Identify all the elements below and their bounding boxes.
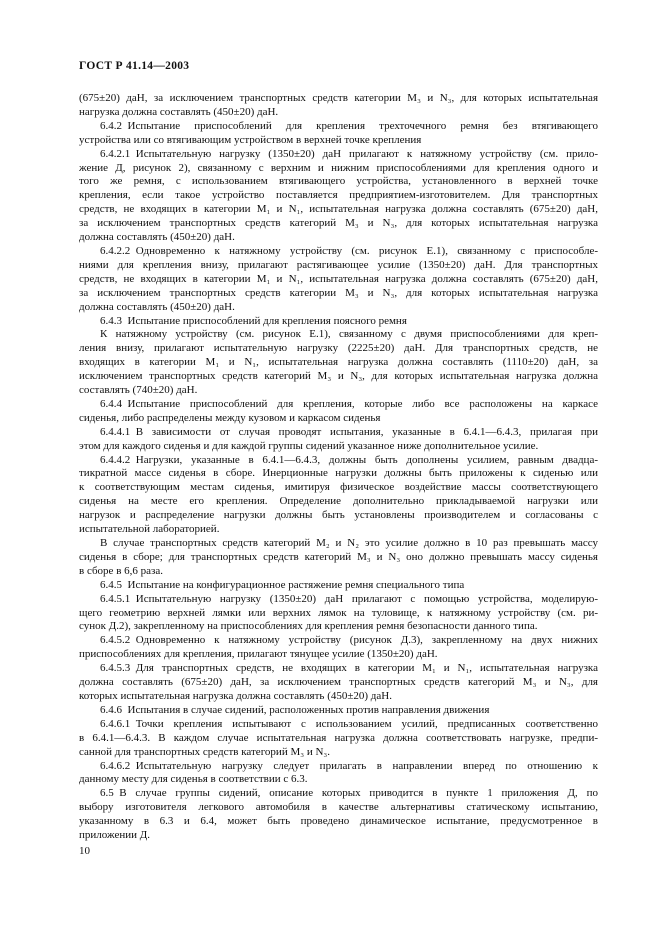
text-line: этом для каждого сиденья и для каждой группы сидений указанное ниже дополнительное усилие. [79, 439, 539, 452]
text-line: входящих в категории M₁ и N₁, испытательная нагрузка должна составлять (1110±20) даН, за [79, 356, 598, 369]
text-line: устройства или со втягивающим устройством в верхней точке крепления [79, 133, 422, 146]
text-line: в 6.4.1—6.4.3. В каждом случае испытательная нагрузка должна соответствовать нагрузке, предпи- [79, 731, 598, 744]
text-line: данному месту для сиденья в соответствии с 6.3. [79, 773, 308, 786]
text-line: должна составлять (450±20) даН. [79, 300, 235, 313]
text-line: 6.4.2.1 Испытательную нагрузку (1350±20) даН прилагают к натяжному устройству (см. прило- [100, 147, 598, 160]
text-line: щего геометрию верхней лямки или верхних лямок на туловище, к натяжному устройству (см. ри- [79, 606, 598, 619]
text-line: сиденья в сборе; для транспортных средств категорий M₃ и N₃ оно должно превышать массу сиденья [79, 550, 598, 563]
text-line: нагрузка должна составлять (450±20) даН. [79, 105, 279, 118]
text-line: сиденья на месте его крепления. Определение дополнительно прикладываемой нагрузки или [79, 495, 598, 508]
text-line: за исключением транспортных средств категорий M₃ и N₃, для которых испытательная нагрузка [79, 217, 598, 230]
text-line: тикратной массе сиденья в сборе. Инерционные нагрузки должны быть приложены к сиденью или [79, 467, 598, 480]
text-line: 6.4.5.3 Для транспортных средств, не входящих в категории M₁ и N₁, испытательная нагрузка [100, 662, 598, 675]
text-line: 6.4.5.1 Испытательную нагрузку (1350±20) даН прилагают с помощью устройства, моделирую- [100, 592, 598, 605]
document-body [79, 92, 598, 843]
text-line: 6.4.6.1 Точки крепления испытывают с использованием усилий, предписанных соответственно [100, 717, 598, 730]
text-line: ниями для крепления внизу, прилагают растягивающее усилие (1350±20) даН. Для транспортных [79, 258, 598, 271]
text-line: должна составлять (450±20) даН. [79, 231, 235, 244]
text-line: 6.4.4 Испытание приспособлений для крепления, которые либо все расположены на каркасе [100, 397, 598, 410]
text-line: испытательной лабораторией. [79, 523, 220, 536]
text-line: средств, не входящих в категории M₁ и N₁, испытательная нагрузка должна составлять (675±20) даН, [79, 272, 598, 285]
text-line: нагрузок и распределение нагрузки должны быть установлены производителем и согласованы с [79, 509, 598, 522]
text-line: средств, не входящих в категории M₁ и N₁, испытательная нагрузка должна составлять (675±20) даН, [79, 203, 598, 216]
text-line: (675±20) даН, за исключением транспортных средств категории M₃ и N₃, для которых испытательная [79, 92, 598, 104]
text-line: крепления, если такое устройство поставляется предприятием-изготовителем. Для транспортных [79, 189, 598, 202]
text-line: К натяжному устройству (см. рисунок Е.1), связанному с двумя приспособлениями для креп- [100, 328, 598, 341]
text-line: указанному в 6.3 и 6.4, может быть проведено динамическое испытание, предусмотренное в [79, 815, 598, 828]
document-header: ГОСТ Р 41.14—2003 [79, 60, 190, 72]
text-line: В случае транспортных средств категорий M₂ и N₂ это усилие должно в 10 раз превышать массу [100, 537, 598, 549]
text-line: 6.4.2 Испытание приспособлений для крепления трехточечного ремня без втягивающего [100, 119, 598, 132]
text-line: приложении Д. [79, 829, 150, 842]
text-line: 6.4.6 Испытания в случае сидений, расположенных против направления движения [100, 703, 490, 716]
text-line: к соответствующим местам сиденья, имитируя физическое воздействие массы соответствующего [79, 481, 598, 494]
text-line: жение Д, рисунок 2), связанному с верхним и нижним приспособлениями для крепления одного и [79, 161, 598, 174]
text-line: составлять (740±20) даН. [79, 384, 198, 397]
text-line: 6.4.4.1 В зависимости от случая проводят испытания, указанные в 6.4.1—6.4.3, прилагая при [100, 425, 598, 438]
text-line: исключением транспортных средств категорий M₃ и N₃, для которых испытательная нагрузка должна [79, 370, 598, 383]
text-line: 6.4.5 Испытание на конфигурационное растяжение ремня специального типа [100, 578, 465, 591]
text-line: 6.5 В случае группы сидений, описание которых приводится в пункте 1 приложения Д, по [100, 787, 598, 800]
text-line: 6.4.5.2 Одновременно к натяжному устройству (рисунок Д.3), закрепленному на двух нижних [100, 634, 598, 647]
text-line: должна составлять (675±20) даН, за исключением транспортных средств категорий M₃ и N₃, для [79, 676, 598, 689]
text-line: в сборе в 6,6 раза. [79, 564, 163, 577]
text-line: 6.4.2.2 Одновременно к натяжному устройству (см. рисунок Е.1), связанному с приспособле- [100, 244, 598, 257]
text-line: ления внизу, прилагают испытательную нагрузку (2225±20) даН. Для транспортных средств, не [79, 342, 598, 355]
text-line: 6.4.4.2 Нагрузки, указанные в 6.4.1—6.4.3, должны быть дополнены усилием, равным двадца- [100, 453, 598, 466]
text-line: 6.4.3 Испытание приспособлений для крепления поясного ремня [100, 314, 407, 327]
text-line: выбору изготовителя легкового автомобиля в качестве альтернативы статическому испытанию, [79, 801, 598, 814]
text-line: сиденья, либо распределены между кузовом и каркасом сиденья [79, 411, 381, 424]
text-line: которых испытательная нагрузка должна составлять (450±20) даН. [79, 689, 392, 702]
text-line: приспособлениях для крепления, прилагают тянущее усилие (1350±20) даН. [79, 648, 438, 661]
page-number: 10 [79, 845, 90, 857]
text-line: санной для транспортных средств категорий M₃ и N₃. [79, 745, 330, 758]
text-line: сунок Д.2), закрепленному на приспособлениях для крепления ремня безопасности данного типа. [79, 620, 538, 633]
text-line: 6.4.6.2 Испытательную нагрузку следует прилагать в направлении вперед по отношению к [100, 759, 598, 772]
text-line: за исключением транспортных средств категории M₃ и N₃, для которых испытательная нагрузка [79, 286, 598, 299]
text-line: того же ремня, с использованием втягивающего устройства, установленного в верхней точке [79, 175, 598, 188]
